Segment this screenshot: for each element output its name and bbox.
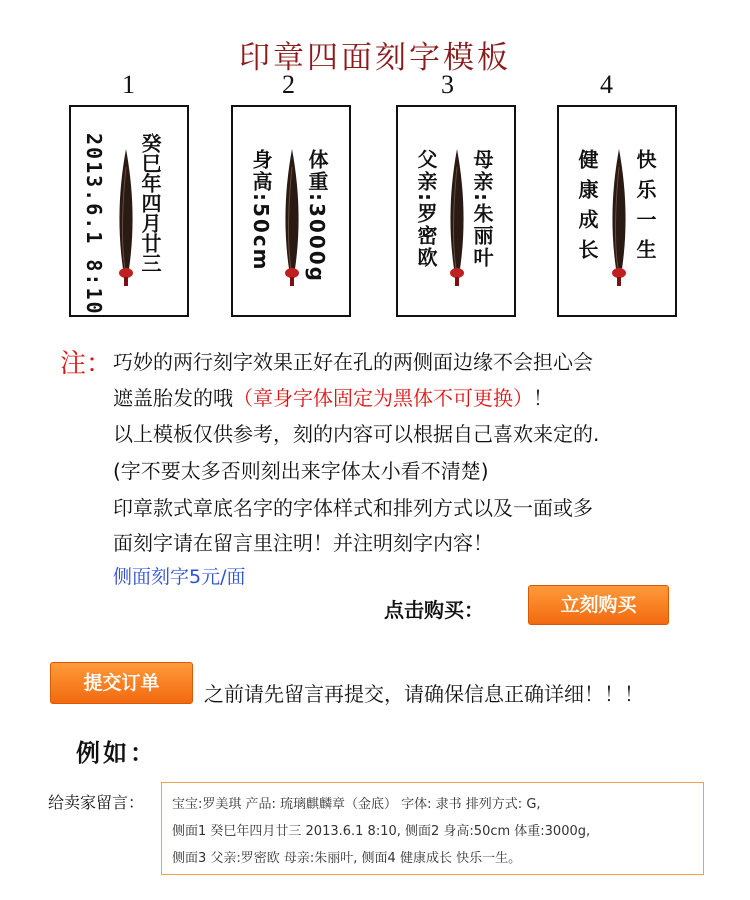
note-line-2-suffix: ！	[533, 386, 553, 410]
hair-brush-icon	[608, 147, 630, 287]
card-4-right-text: 快乐一生	[633, 149, 657, 269]
price-text: 侧面刻字5元/面	[113, 566, 246, 588]
card-2-right-text: 体重:3000g	[305, 149, 329, 283]
buy-label: 点击购买：	[384, 598, 484, 622]
card-number-1: 1	[122, 70, 135, 99]
note-line-4: (字不要太多否则刻出来字体太小看不清楚)	[113, 459, 489, 483]
card-1-left-text: 2013.6.1 8:10	[82, 133, 106, 316]
submit-note: 之前请先留言再提交，请确保信息正确详细！！！	[204, 682, 644, 706]
seller-message-label: 给卖家留言：	[48, 793, 145, 812]
hair-brush-icon	[446, 147, 468, 287]
seal-template-card-2	[231, 105, 351, 317]
card-3-left-text: 父亲:罗密欧	[414, 149, 438, 269]
card-4-left-text: 健康成长	[575, 149, 599, 269]
card-number-4: 4	[600, 70, 613, 99]
note-line-2	[113, 382, 553, 411]
note-line-3: 以上模板仅供参考，刻的内容可以根据自己喜欢来定的.	[113, 422, 600, 446]
seal-template-card-4	[557, 105, 677, 317]
submit-order-button[interactable]: 提交订单	[50, 662, 193, 704]
card-number-2: 2	[282, 70, 295, 99]
seal-template-card-3	[396, 105, 516, 317]
message-line-3: 侧面3 父亲:罗密欧 母亲:朱丽叶, 侧面4 健康成长 快乐一生。	[172, 851, 522, 866]
note-line-6: 面刻字请在留言里注明！并注明刻字内容！	[113, 531, 493, 555]
hair-brush-icon	[115, 147, 137, 287]
example-title: 例如：	[76, 739, 157, 767]
card-3-right-text: 母亲:朱丽叶	[470, 149, 494, 269]
card-1-right-text: 癸巳年四月廿三	[138, 133, 162, 273]
note-line-5: 印章款式章底名字的字体样式和排列方式以及一面或多	[113, 496, 593, 520]
font-fixed-warning: （章身字体固定为黑体不可更换）	[233, 386, 533, 410]
hair-brush-icon	[281, 147, 303, 287]
buy-now-button[interactable]: 立刻购买	[528, 585, 669, 625]
page-title: 印章四面刻字模板	[239, 40, 511, 76]
note-label: 注：	[60, 349, 113, 379]
message-line-1: 宝宝:罗美琪 产品: 琉璃麒麟章（金底） 字体: 隶书 排列方式: G,	[172, 797, 541, 812]
card-2-left-text: 身高:50cm	[249, 149, 273, 272]
seller-message-box	[161, 782, 704, 875]
message-line-2: 侧面1 癸巳年四月廿三 2013.6.1 8:10, 侧面2 身高:50cm 体重:3000g,	[172, 824, 591, 839]
card-number-3: 3	[441, 70, 454, 99]
note-line-1: 巧妙的两行刻字效果正好在孔的两侧面边缘不会担心会	[113, 350, 593, 374]
note-line-2-prefix: 遮盖胎发的哦	[113, 386, 233, 410]
seal-template-card-1	[69, 105, 189, 317]
